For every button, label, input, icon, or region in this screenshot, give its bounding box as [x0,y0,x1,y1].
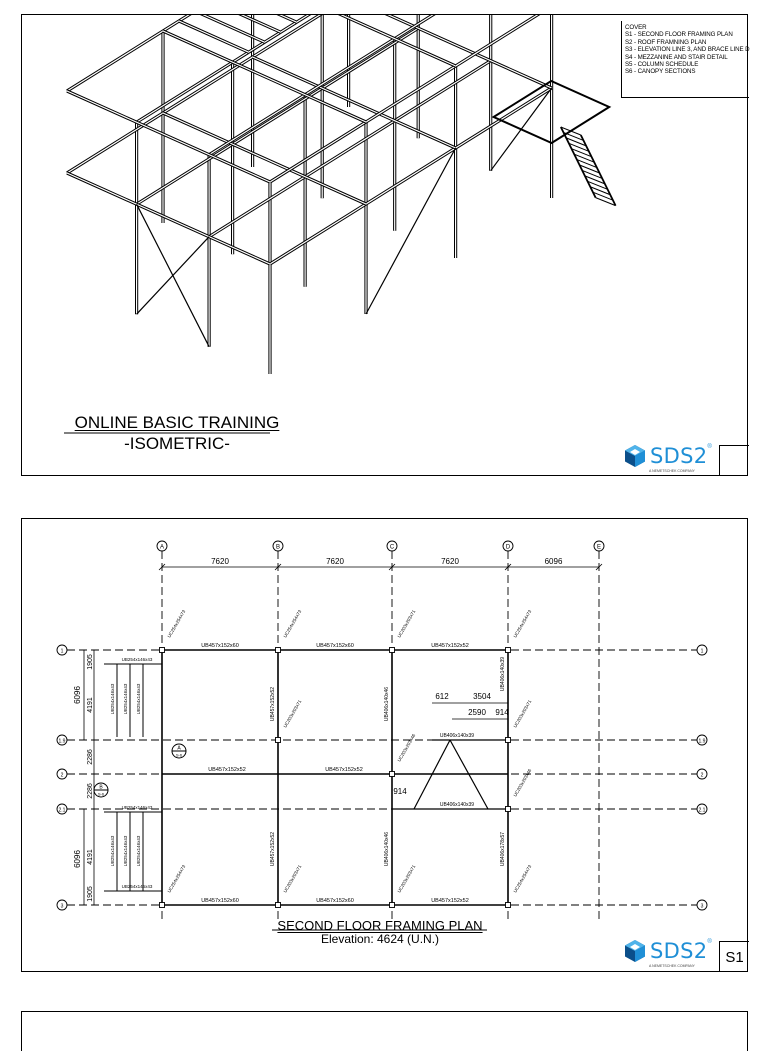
grid-label-row: 1.9 [698,738,706,745]
column-marker [390,648,395,653]
joist-member [227,15,297,22]
section-marker-number: A [177,745,181,752]
sheet-index-item: S5 - COLUMN SCHEDULE [625,61,699,69]
grid-label-column: B [275,544,281,551]
grid-label-column: A [159,544,165,551]
column-label: UC254x254x73 [166,864,187,894]
logo-text: SDS2 [650,939,708,963]
beam-label: UB457x152x52 [208,767,246,773]
beam-label: UB457x152x52 [431,898,469,904]
column-marker [390,772,395,777]
sheet-index-item: S3 - ELEVATION LINE 3, AND BRACE LINE D [625,46,750,54]
opening-dimension: 612 [435,692,449,701]
grid-label-column: C [389,544,395,551]
column-marker [160,648,165,653]
beam-member [253,15,456,66]
column-label: UC254x254x73 [166,609,187,639]
sheet-number: S1 [725,948,744,966]
opening-dimension: 2590 [468,708,486,717]
bay-dimension: 6096 [544,557,563,566]
logo-tagline: A NEMETSCHEK COMPANY [649,964,695,968]
brace-member [366,148,456,314]
beam-label: UB457x152x52 [270,831,276,867]
left-dimension: 1905 [87,886,94,902]
stair-stringer [561,127,596,198]
opening-dimension: 3504 [473,692,491,701]
left-dimension: 2286 [87,749,94,765]
column-marker [160,903,165,908]
framing-plan-drawing [22,519,747,971]
grid-label-row: 2 [700,772,704,779]
left-dimension: 6096 [73,686,82,704]
beam-label: UB406x140x39 [500,656,506,692]
sheet-index-item: S2 - ROOF FRAMNING PLAN [625,38,707,46]
opening-label: UB406x140x39 [439,802,475,808]
beam-label: UB457x152x60 [201,643,239,649]
brace-member [137,204,210,347]
bay-dimension: 7620 [441,557,459,566]
column-marker [506,807,511,812]
column-label: UC203x203x71 [282,699,303,729]
bay-dimension: 7620 [326,557,344,566]
plan-title-block [250,918,510,946]
grid-label-row: 3 [60,903,64,910]
sheet-index-item: S4 - MEZZANINE AND STAIR DETAIL [625,53,728,61]
logo-mark: ® [707,444,712,450]
column-marker [276,648,281,653]
page-title: ONLINE BASIC TRAINING [74,413,280,432]
beam-label: UB457x152x52 [431,643,469,649]
grid-label-row: 2.1 [698,807,706,814]
framing-plan-sheet [21,518,748,972]
column-label: UC254x254x73 [282,609,303,639]
column-label: UC254x254x73 [512,864,533,894]
column-marker [276,738,281,743]
beam-label: UB406x178x57 [500,831,506,867]
infill-beam-label: UB254x146x43 [136,683,141,715]
logo-text: SDS2 [650,444,708,468]
infill-beam-label: UB254x146x43 [121,657,153,662]
section-marker-number: B [99,784,103,791]
column-label: UC203x203x71 [282,864,303,894]
grid-label-column: E [596,544,602,551]
beam-label: UB457x152x52 [270,686,276,722]
sds2-logo [623,939,712,968]
column-marker [390,903,395,908]
grid-label-row: 3 [700,903,704,910]
sheet-index-item: COVER [625,24,647,31]
infill-beam-label: UB254x146x43 [121,805,153,810]
sheet-index-box [621,21,749,98]
logo-tagline: A NEMETSCHEK COMPANY [649,469,695,473]
column-label: UC203x203x46 [512,768,533,798]
sheet-number-box [719,445,749,476]
column-label: UC203x203x71 [512,699,533,729]
isometric-sheet [21,14,748,476]
sds2-logo-icon [623,939,647,963]
grid-label-row: 1 [60,648,64,655]
sheet-index-item: S6 - CANOPY SECTIONS [625,68,696,76]
column-marker [506,648,511,653]
column-label: UC203x203x71 [396,864,417,894]
sds2-logo-icon [623,444,647,468]
beam-label: UB457x152x52 [325,767,363,773]
joist-member [179,21,249,52]
beam-label: UB457x152x60 [316,898,354,904]
column-marker [506,903,511,908]
column-marker [276,903,281,908]
plan-title: SECOND FLOOR FRAMING PLAN [277,918,483,933]
infill-beam-label: UB254x146x43 [123,683,128,715]
left-dimension: 1905 [87,654,94,670]
opening-dimension: 914 [495,708,509,717]
bay-dimension: 7620 [211,557,229,566]
beam-label: UB406x140x46 [384,831,390,867]
grid-label-row: 2 [60,772,64,779]
beam-label: UB457x152x60 [201,898,239,904]
sheet-number-box [719,941,749,972]
sheet-index-item: S1 - SECOND FLOOR FRAMING PLAN [625,31,733,39]
left-dimension: 2286 [87,783,94,799]
section-marker-ref: S-6 [175,752,183,758]
left-dimension: 4191 [87,849,94,865]
stair-stringer [581,135,616,206]
infill-beam-label: UB254x146x43 [110,835,115,867]
beam-member [253,15,456,66]
opening-dimension: 914 [393,787,407,796]
opening-label: UB406x140x39 [439,733,475,739]
beam-label: UB457x152x60 [316,643,354,649]
section-marker-ref: S-6 [97,791,105,797]
infill-beam-label: UB254x146x43 [136,835,141,867]
grid-label-row: 2.1 [58,807,66,814]
infill-beam-label: UB254x146x43 [123,835,128,867]
infill-beam-label: UB254x146x43 [110,683,115,715]
plan-elevation: Elevation: 4624 (U.N.) [320,932,440,946]
column-label: UC203x203x71 [396,609,417,639]
column-label: UC254x254x73 [512,609,533,639]
beam-label: UB406x140x46 [384,686,390,722]
grid-label-row: 1 [700,648,704,655]
logo-mark: ® [707,939,712,945]
infill-beam-label: UB254x146x43 [121,884,153,889]
grid-label-column: D [505,544,511,551]
isometric-title-block [62,413,292,454]
page-subtitle: -ISOMETRIC- [124,434,230,453]
grid-label-row: 1.9 [58,738,66,745]
column-label: UC203x203x46 [396,733,417,763]
beam-member [270,88,552,264]
left-dimension: 4191 [87,697,94,713]
column-marker [506,738,511,743]
next-sheet-partial [21,1011,748,1051]
left-dimension: 6096 [73,850,82,868]
sds2-logo [623,444,712,473]
